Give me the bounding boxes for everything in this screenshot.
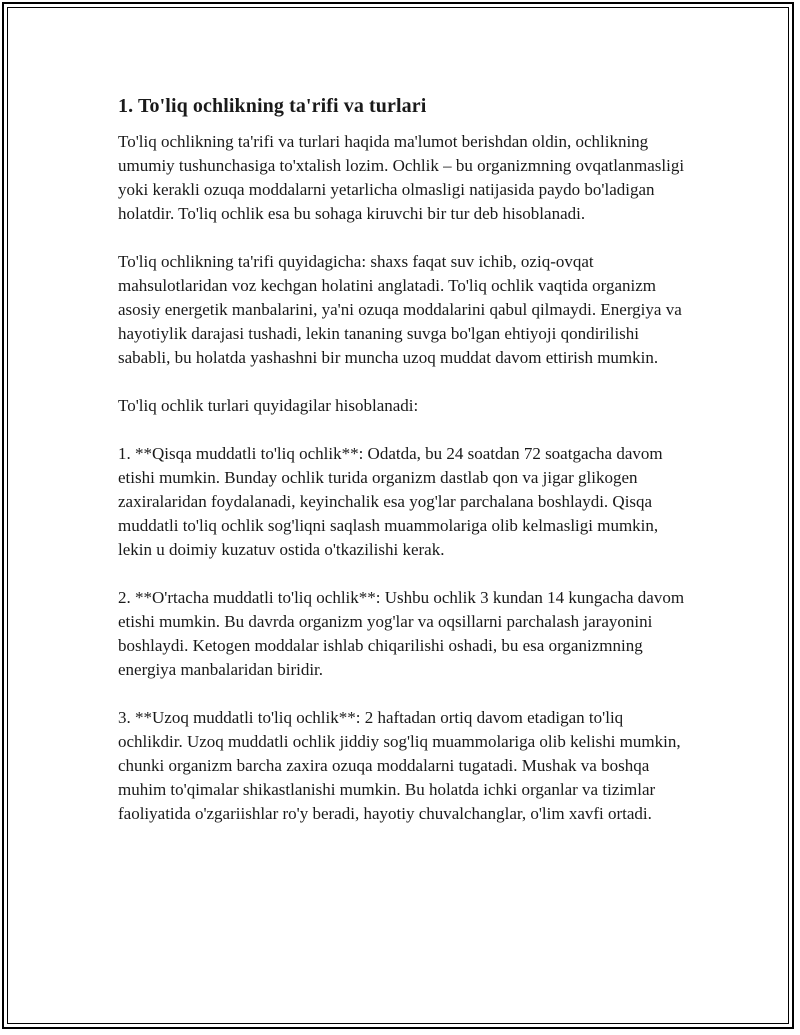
section-heading: 1. To'liq ochlikning ta'rifi va turlari	[118, 95, 427, 117]
paragraph-intro: To'liq ochlikning ta'rifi va turlari haqida ma'lumot berishdan oldin, ochlikning umumiy tushunchasiga to'xtalish lozim. Ochlik – bu organizmning ovqatlanmasligi yoki kerakli ozuqa moddalarni yetarlicha olmasligi natijasida paydo bo'ladigan holatdir. To'liq ochlik esa bu sohaga kiruvchi bir tur deb hisoblanadi.	[118, 132, 685, 223]
paragraph-type-long: 3. **Uzoq muddatli to'liq ochlik**: 2 haftadan ortiq davom etadigan to'liq ochlikdir. Uzoq muddatli ochlik jiddiy sog'liq muammolariga olib kelishi mumkin, chunki organizm barcha zaxira ozuqa moddalarni tugatadi. Mushak va boshqa muhim to'qimalar shikastlanishi mumkin. Bu holatda ichki organlar va tizimlar faoliyatida o'zgariishlar ro'y beradi, hayotiy chuvalchanglar, o'lim xavfi ortadi.	[118, 708, 681, 823]
paragraph-types-intro: To'liq ochlik turlari quyidagilar hisoblanadi:	[118, 396, 419, 415]
paragraph-type-medium: 2. **O'rtacha muddatli to'liq ochlik**: Ushbu ochlik 3 kundan 14 kungacha davom etishi mumkin. Bu davrda organizm yog'lar va oqsillarni parchalash jarayonini boshlaydi. Ketogen moddalar ishlab chiqarilishi oshadi, bu esa organizmning energiya manbalaridan biridir.	[118, 588, 685, 679]
document-body	[118, 92, 688, 850]
paragraph-type-short: 1. **Qisqa muddatli to'liq ochlik**: Odatda, bu 24 soatdan 72 soatgacha davom etishi mumkin. Bunday ochlik turida organizm dastlab qon va jigar glikogen zaxiralaridan foydalanadi, keyinchalik esa yog'lar parchalana boshlaydi. Qisqa muddatli to'liq ochlik sog'liqni saqlash muammolariga olib kelmasligi mumkin, lekin u doimiy kuzatuv ostida o'tkazilishi kerak.	[118, 444, 663, 559]
paragraph-definition: To'liq ochlikning ta'rifi quyidagicha: shaxs faqat suv ichib, oziq-ovqat mahsulotlaridan voz kechgan holatini anglatadi. To'liq ochlik vaqtida organizm asosiy energetik manbalarini, ya'ni ozuqa moddalarini qabul qilmaydi. Energiya va hayotiylik darajasi tushadi, lekin tananing suvga bo'lgan ehtiyoji qondirilishi sababli, bu holatda yashashni bir muncha uzoq muddat davom ettirish mumkin.	[118, 252, 682, 367]
